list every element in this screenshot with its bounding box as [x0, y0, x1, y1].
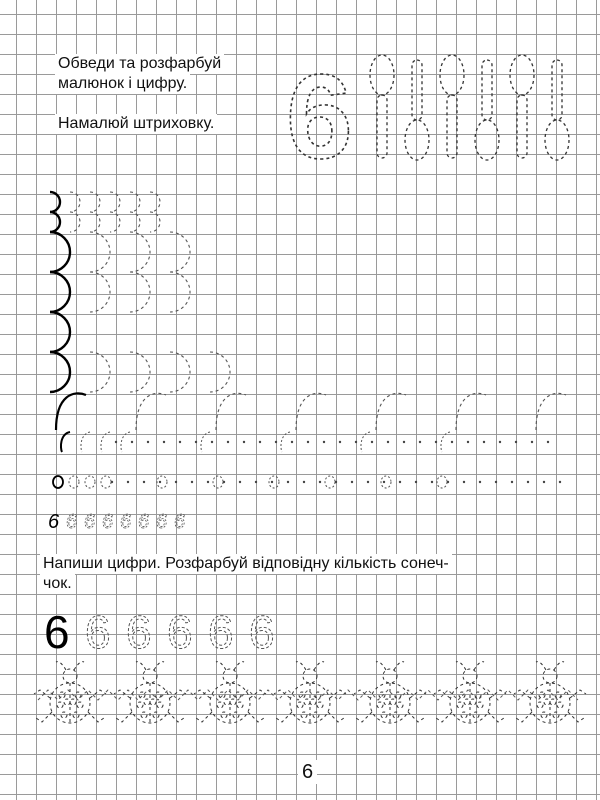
guide-dot [403, 441, 405, 443]
ground-zigzag [38, 690, 578, 700]
practice-hook [281, 432, 290, 452]
guide-dot [447, 481, 449, 483]
large-six-practice: 6 [208, 606, 234, 658]
hatch-arc [130, 352, 150, 392]
practice-hook [101, 432, 110, 452]
hatch-curl [456, 393, 486, 430]
guide-dot [223, 481, 225, 483]
hatch-arc [70, 212, 80, 232]
practice-circle [157, 476, 167, 488]
guide-dot [451, 441, 453, 443]
practice-circle [381, 476, 391, 488]
guide-dot [431, 481, 433, 483]
hatch-arc [50, 272, 70, 312]
spoon-outline [510, 55, 534, 158]
guide-dot [527, 481, 529, 483]
hatch-arc [130, 212, 140, 232]
hatch-arc [150, 212, 160, 232]
guide-dot [351, 481, 353, 483]
guide-dot [435, 441, 437, 443]
guide-dot [463, 481, 465, 483]
spoon-outline [475, 60, 499, 160]
small-six-practice: 6 [174, 511, 186, 533]
guide-dot [511, 481, 513, 483]
spoon-outline [440, 55, 464, 158]
guide-dot [387, 441, 389, 443]
guide-dot [479, 481, 481, 483]
spoon-outline [545, 60, 569, 160]
hatch-arc [130, 272, 150, 312]
practice-hook [81, 432, 90, 452]
instruction-draw-hatching: Намалюй штриховку. [55, 114, 217, 134]
spoon-row [370, 55, 569, 160]
guide-dot [323, 441, 325, 443]
hatch-arc [90, 352, 110, 392]
svg-text:6: 6 [286, 50, 353, 184]
large-six-practice: 6 [249, 606, 275, 658]
hatch-arc [90, 232, 110, 272]
guide-dot [111, 481, 113, 483]
guide-dot [415, 481, 417, 483]
hatch-arc [50, 352, 70, 392]
hatch-curl [296, 393, 326, 430]
practice-circle [69, 476, 79, 488]
guide-dot [275, 441, 277, 443]
practice-circle [269, 476, 279, 488]
guide-dot [307, 441, 309, 443]
guide-dot [143, 481, 145, 483]
guide-dot [499, 441, 501, 443]
guide-dot [127, 481, 129, 483]
hatch-curl [376, 393, 406, 430]
hatch-arc [90, 272, 110, 312]
digit-practice-rows [44, 432, 561, 658]
hatch-arc [110, 212, 120, 232]
hatch-arc [90, 192, 100, 212]
practice-hook [121, 432, 130, 452]
practice-circle [53, 476, 63, 488]
ladybug-outline [34, 662, 106, 723]
small-six-practice: 6 [84, 511, 96, 533]
guide-dot [483, 441, 485, 443]
practice-hook [361, 432, 370, 452]
practice-circle [325, 476, 335, 488]
hatch-arc [70, 192, 80, 212]
guide-dot [259, 441, 261, 443]
guide-dot [531, 441, 533, 443]
hatch-arc [90, 212, 100, 232]
guide-dot [495, 481, 497, 483]
hatch-arc [110, 192, 120, 212]
practice-circle [101, 476, 111, 488]
practice-hook [201, 432, 210, 452]
hatch-arc [130, 232, 150, 272]
hatch-curl [216, 393, 246, 430]
guide-dot [163, 441, 165, 443]
ladybug-outline [434, 662, 506, 723]
guide-dot [355, 441, 357, 443]
hatch-arc [50, 232, 70, 272]
hatch-arc [170, 352, 190, 392]
practice-hook [441, 432, 450, 452]
guide-dot [227, 441, 229, 443]
hatch-arc [170, 232, 190, 272]
guide-dot [239, 481, 241, 483]
guide-dot [287, 481, 289, 483]
guide-dot [543, 481, 545, 483]
small-six-practice: 6 [102, 511, 114, 533]
hatch-arc [150, 192, 160, 212]
practice-hook [61, 432, 70, 452]
guide-dot [319, 481, 321, 483]
large-six-practice: 6 [126, 606, 152, 658]
guide-dot [467, 441, 469, 443]
guide-dot [399, 481, 401, 483]
guide-dot [147, 441, 149, 443]
guide-dot [291, 441, 293, 443]
guide-dot [303, 481, 305, 483]
practice-circle [437, 476, 447, 488]
guide-dot [115, 441, 117, 443]
spoon-outline [405, 60, 429, 160]
small-six-practice: 6 [156, 511, 168, 533]
instruction-trace-color: Обведи та розфарбуй [55, 54, 224, 74]
guide-dot [255, 481, 257, 483]
large-six-practice: 6 [85, 606, 111, 658]
guide-dot [547, 441, 549, 443]
guide-dot [515, 441, 517, 443]
big-digit-six-outline [286, 50, 353, 184]
small-six-practice: 6 [66, 511, 78, 533]
guide-dot [371, 441, 373, 443]
guide-dot [207, 481, 209, 483]
guide-dot [383, 481, 385, 483]
small-six-practice: 6 [120, 511, 132, 533]
guide-dot [339, 441, 341, 443]
guide-dot [179, 441, 181, 443]
hatch-curl [56, 393, 86, 430]
instruction-write-digits-cont: чок. [40, 574, 75, 594]
guide-dot [271, 481, 273, 483]
large-six-practice: 6 [167, 606, 193, 658]
instruction-trace-color-cont: малюнок і цифру. [55, 74, 190, 94]
hatch-arc [210, 352, 230, 392]
instruction-write-digits: Напиши цифри. Розфарбуй відповідну кількість сонеч- [40, 554, 452, 574]
hatch-arc [170, 272, 190, 312]
small-six-practice: 6 [48, 511, 60, 533]
hatch-arc [130, 192, 140, 212]
hatch-arc [50, 192, 60, 212]
guide-dot [195, 441, 197, 443]
ladybug-row [34, 662, 586, 723]
large-six-practice: 6 [44, 606, 70, 658]
small-six-practice: 6 [138, 511, 150, 533]
guide-dot [243, 441, 245, 443]
guide-dot [367, 481, 369, 483]
hatch-curl [136, 393, 166, 430]
hatch-arc [50, 212, 60, 232]
guide-dot [335, 481, 337, 483]
guide-dot [211, 441, 213, 443]
guide-dot [159, 481, 161, 483]
practice-circle [85, 476, 95, 488]
ladybug-outline [514, 662, 586, 723]
guide-dot [419, 441, 421, 443]
guide-dot [131, 441, 133, 443]
hatching-patterns [50, 192, 566, 430]
spoon-outline [370, 55, 394, 158]
page-number: 6 [298, 760, 317, 784]
guide-dot [191, 481, 193, 483]
practice-circle [213, 476, 223, 488]
hatch-arc [50, 312, 70, 352]
guide-dot [559, 481, 561, 483]
hatch-curl [536, 393, 566, 430]
guide-dot [175, 481, 177, 483]
